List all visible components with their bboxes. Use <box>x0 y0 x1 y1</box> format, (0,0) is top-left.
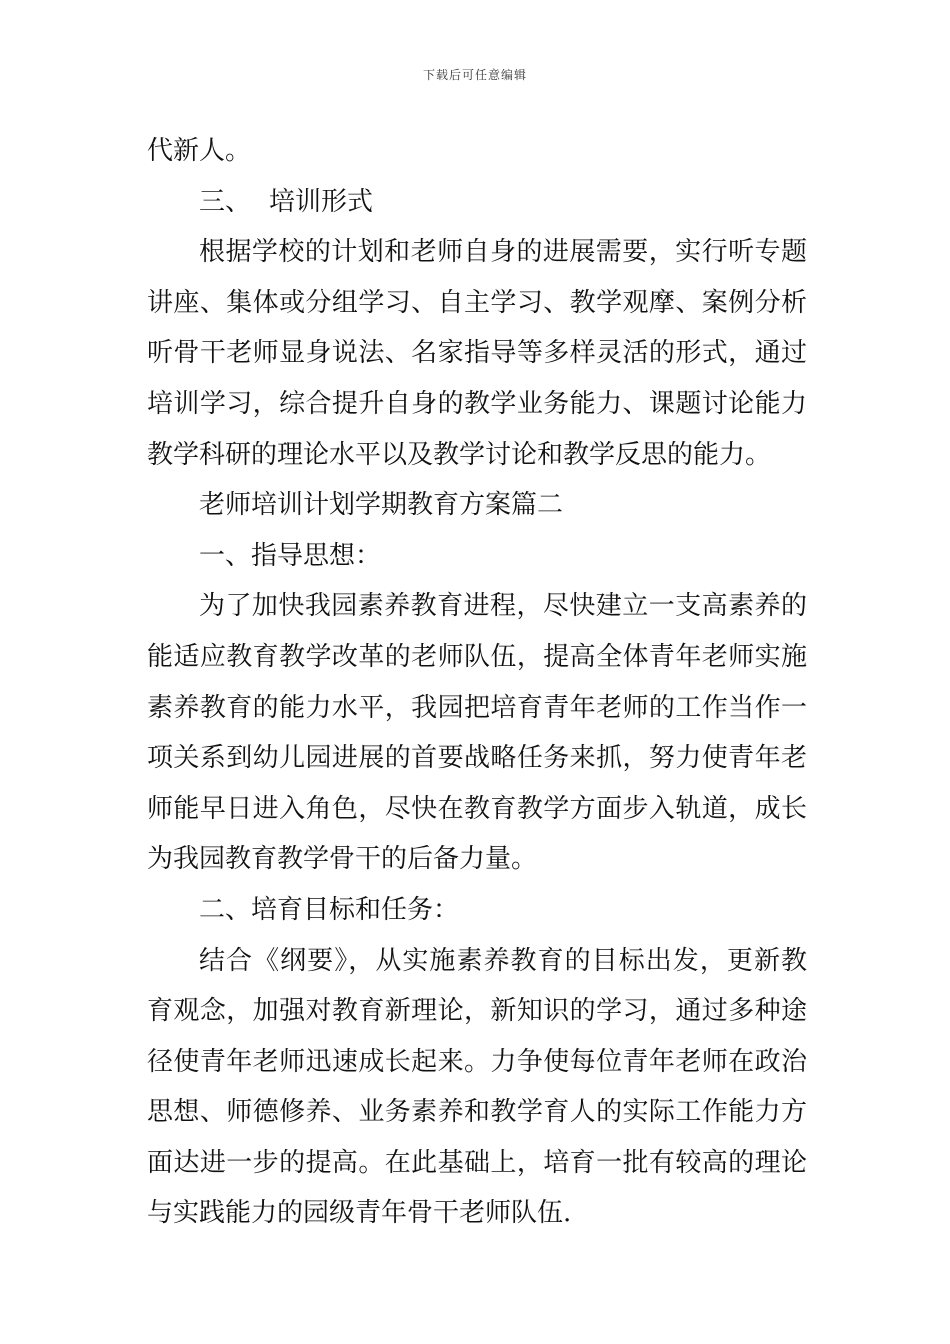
paragraph-line: 素养教育的能力水平，我园把培育青年老师的工作当作一 <box>147 692 807 723</box>
paragraph-line: 听骨干老师显身说法、名家指导等多样灵活的形式，通过 <box>147 338 807 369</box>
section-heading-guiding-ideology: 一、指导思想： <box>199 540 382 571</box>
paragraph-line: 代新人。 <box>147 136 252 166</box>
paragraph-line: 讲座、集体或分组学习、自主学习、教学观摩、案例分析 <box>147 287 807 318</box>
section-number: 三、 <box>199 186 252 217</box>
paragraph-line: 与实践能力的园级青年骨干老师队伍. <box>147 1198 572 1229</box>
paragraph-line: 径使青年老师迅速成长起来。力争使每位青年老师在政治 <box>147 1046 807 1077</box>
page-header-note: 下载后可任意编辑 <box>422 68 527 82</box>
section-heading-training-form <box>147 177 807 228</box>
paragraph-line: 教学科研的理论水平以及教学讨论和教学反思的能力。 <box>147 439 772 470</box>
paragraph-line: 项关系到幼儿园进展的首要战略任务来抓，努力使青年老 <box>147 743 807 774</box>
paragraph-line: 根据学校的计划和老师自身的进展需要，实行听专题 <box>199 237 807 268</box>
paragraph-line: 结合《纲要》，从实施素养教育的目标出发，更新教 <box>199 945 807 976</box>
paragraph-line: 师能早日进入角色，尽快在教育教学方面步入轨道，成长 <box>147 793 807 824</box>
article-subtitle: 老师培训计划学期教育方案篇二 <box>199 490 564 521</box>
paragraph-line: 为我园教育教学骨干的后备力量。 <box>147 844 538 875</box>
paragraph-line: 培训学习，综合提升自身的教学业务能力、课题讨论能力 <box>147 388 807 419</box>
paragraph-line: 面达进一步的提高。在此基础上，培育一批有较高的理论 <box>147 1147 807 1178</box>
paragraph-line: 育观念，加强对教育新理论，新知识的学习，通过多种途 <box>147 996 807 1027</box>
section-title: 培训形式 <box>269 186 374 217</box>
paragraph-line: 为了加快我园素养教育进程，尽快建立一支高素养的 <box>199 591 807 622</box>
document-body <box>147 126 807 1239</box>
section-heading-goals-tasks: 二、培育目标和任务： <box>199 894 460 925</box>
paragraph-line: 思想、师德修养、业务素养和教学育人的实际工作能力方 <box>147 1097 807 1128</box>
paragraph-line: 能适应教育教学改革的老师队伍，提高全体青年老师实施 <box>147 641 807 672</box>
